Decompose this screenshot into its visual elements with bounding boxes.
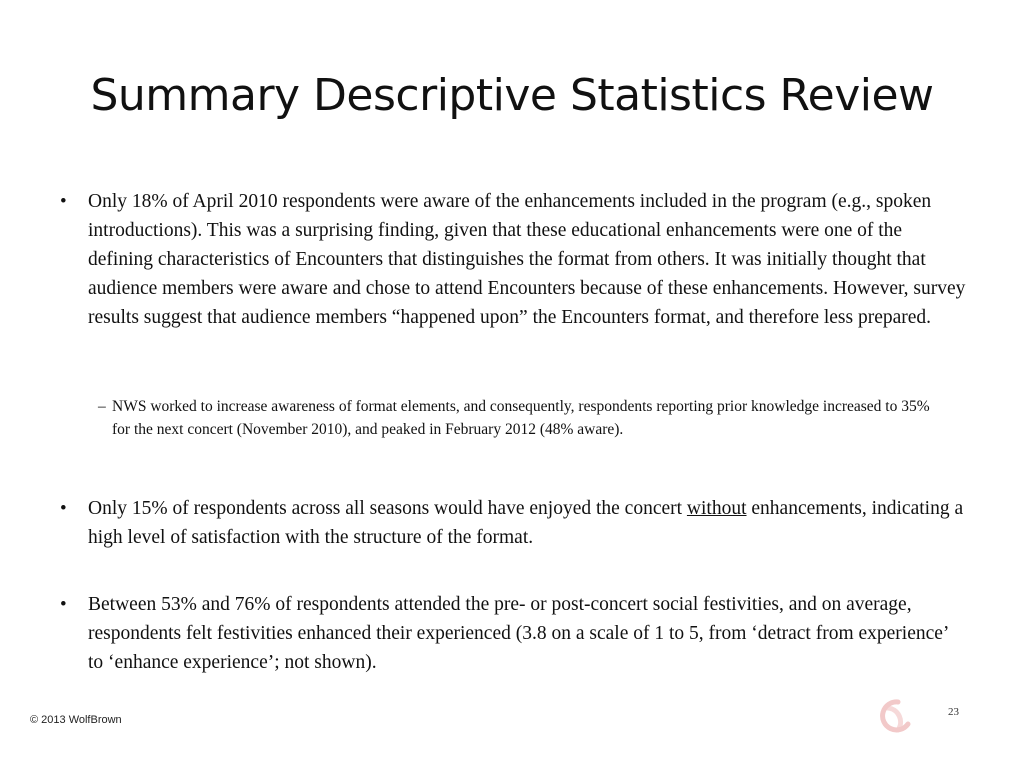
wolfbrown-logo-icon xyxy=(876,694,920,738)
sub-bullet-1-text: NWS worked to increase awareness of format elements, and consequently, respondents reporting prior knowledge increased to 35% for the next concert (November 2010), and peaked in February 2012 (48% aware). xyxy=(112,398,930,438)
bullet-3-text: Between 53% and 76% of respondents attended the pre- or post-concert social festivities, and on average, respondents felt festivities enhanced their experienced (3.8 on a scale of 1 to 5, from ‘detract from experience’ to ‘enhance experience’; not shown). xyxy=(88,594,948,673)
footer-copyright: © 2013 WolfBrown xyxy=(30,714,122,726)
page-number: 23 xyxy=(948,706,959,718)
bullet-dot: • xyxy=(60,191,67,212)
bullet-3 xyxy=(60,590,968,677)
sub-bullet-1 xyxy=(98,395,932,441)
sub-bullet-dash: – xyxy=(98,398,106,415)
bullet-2-text-after: enhancements, indicating a high level of satisfaction with the structure of the format. xyxy=(88,498,964,548)
bullet-2-underlined-word: without xyxy=(686,498,747,519)
bullet-2-text-before: Only 15% of respondents across all seasons would have enjoyed the concert xyxy=(88,498,687,519)
bullet-dot: • xyxy=(60,498,67,519)
bullet-1 xyxy=(60,187,968,332)
bullet-2 xyxy=(60,494,968,552)
slide-title: Summary Descriptive Statistics Review xyxy=(90,70,934,121)
bullet-dot: • xyxy=(60,594,67,615)
bullet-1-text: Only 18% of April 2010 respondents were aware of the enhancements included in the program (e.g., spoken introductions). This was a surprising finding, given that these educational enhancements were one of the defining characteristics of Encounters that distinguishes the format from others. It was initially thought that audience members were aware and chose to attend Encounters because of these enhancements. However, survey results suggest that audience members “happened upon” the Encounters format, and therefore less prepared. xyxy=(88,191,966,328)
